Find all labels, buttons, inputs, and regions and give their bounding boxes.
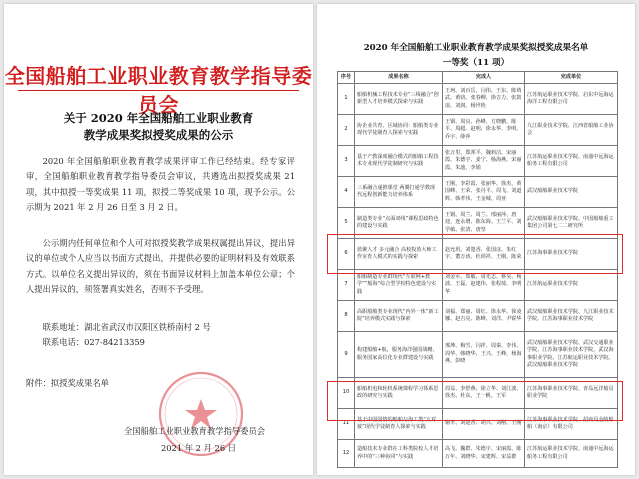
left-page: [4, 4, 313, 475]
cell-unit: 江苏航运职业技术学院: [525, 270, 618, 301]
header-unit: 完成单位: [525, 72, 618, 84]
cell-people: 张万里、郑邦平、魏莉洁、宋丽霞、朱德宇、姜宁、杨海燕、宋丽霞、朱迪、李娟: [443, 146, 525, 177]
cell-unit: 江苏航运职业技术学院、南通中远海运船务工程有限公司: [525, 146, 618, 177]
cell-people: 刘金军、郑敏、周光志、蔡昊、杨波、王磊、赵建伟、张程琦、李明华: [443, 270, 525, 301]
cell-unit: 武汉船舶职业技术学院: [525, 177, 618, 208]
cell-unit: 江苏海事职业技术学院、青岛远洋船员职业学院: [525, 378, 618, 409]
cell-name: 三系融合递推课堂 两翼打通学教现代远程创新能力培养体系: [355, 177, 443, 208]
cell-unit: 江苏航运职业技术学院、南通中远海运船务工程有限公司: [525, 440, 618, 468]
highlight-box-row-11: [327, 381, 623, 421]
cell-name: 基于产教深度融合模式的船舶工程技术专业现代学徒制研究与实践: [355, 146, 443, 177]
cell-people: 邢坤、梅雪、闫祥、周秦、李伟、周华、韩晓华、王兴、王峰、杨海燕、彭晓: [443, 332, 525, 378]
cell-unit: 武汉船舶职业技术学院、九江职业技术学院、江苏海事职业技术学院: [525, 301, 618, 332]
notice-title: [24, 110, 293, 144]
table-row: [338, 146, 618, 177]
cell-unit: 武汉船舶职业技术学院、武汉交通职业学院、江苏海事职业技术学院、武汉海事职业学院、江苏航运职业技术学院、武汉船舶职业技术学院: [525, 332, 618, 378]
cell-name: 蓝聚人才 多元融合 高校投放大师工作室育人模式的实践与探索: [355, 239, 443, 270]
highlight-box-row-6: [327, 234, 623, 274]
cell-unit: 九江职业技术学院、江西省船舶工业协会: [525, 115, 618, 146]
cell-people: 王珂、刘百岳、闫伟、王东、陈靖武、黄钧、张春柳、徐吉力、张鼓浪、刘润、杨世艳: [443, 84, 525, 115]
red-divider: [18, 90, 299, 91]
cell-people: 刘福、郑丽、周红、徐永华、徐凌娜、赵吉亮、陈峰、刘洋、尹锐华: [443, 301, 525, 332]
cell-name: 船舶机电和轮机系统课程学习体系思政的研究与实践: [355, 378, 443, 409]
header-no: 序号: [338, 72, 355, 84]
cell-name: 船舶机械工程技术专业“三线融合”创新型人才培养模式探索与实践: [355, 84, 443, 115]
cell-no: 2: [338, 115, 355, 146]
paragraph-1: 2020 年全国船舶职业教育教学成果评审工作已经结束。经专家评审，全国船舶职业教育教学指导委员会审议，共遴选出拟授奖成果 21 项，其中拟授一等奖成果 11 项，拟授二等奖成果 10 项，现予公示。公示期为 2021 年 2 月 26 日至 3 月 2 日。: [26, 156, 295, 213]
signature-date: 2021 年 2 月 26 日: [161, 443, 237, 453]
cell-people: 谢孝、刘楚香、胡兴、刘刚、王刚: [443, 409, 525, 440]
cell-unit: 江苏海事职业技术学院、招商局金陵船舶（南京）有限公司: [525, 409, 618, 440]
signature-org: 全国船舶工业职业教育教学指导委员会: [124, 426, 266, 436]
cell-no: 6: [338, 239, 355, 270]
cell-people: 王钢、周兰、周兰、邢丽萍、唐迎、连永增、陈东海、王兰平、刘学敏、张清、唐坚: [443, 208, 525, 239]
cell-name: 高职船舶类专业现代“内外一体”新工院“培养模式实践与探索: [355, 301, 443, 332]
table-row: [338, 84, 618, 115]
table-row: [338, 332, 618, 378]
cell-name: 船舶制造专业群现代“互联网+教学”“船海”综合型学校特色建设与实践: [355, 270, 443, 301]
cell-no: 12: [338, 440, 355, 468]
cell-people: 高飞、魏群、朱德宇、宋丽霞、陈万年、刘晓华、宋建辉、宋益群: [443, 440, 525, 468]
cell-name: 造船技术专业群在工科类院校人才培养中的“三种协同”与实践: [355, 440, 443, 468]
notice-title-line1: 关于 2020 年全国船舶工业职业教育: [63, 111, 254, 125]
cell-no: 11: [338, 409, 355, 440]
cell-no: 4: [338, 177, 355, 208]
cell-people: 王刚、李彩霞、张丽华、徐杰、黄国峰、王荣、张丹平、周飞、刘道辉、韩孝伟、王金城、周亚: [443, 177, 525, 208]
list-subtitle: 一等奖（11 项）: [442, 58, 510, 68]
table-header-row: [338, 72, 618, 84]
cell-no: 7: [338, 270, 355, 301]
attachment-line: 附件：拟授奖成果名单: [26, 378, 109, 388]
header-name: 成果名称: [355, 72, 443, 84]
right-page: [317, 4, 635, 475]
cell-people: 赵允玥、刘楚香、张国彦、朱红宇、董万涛、杜训祥、王刚、陈荣: [443, 239, 525, 270]
contact-phone: 联系电话：027-84213359: [42, 337, 145, 347]
table-row: [338, 115, 618, 146]
cell-unit: 武汉船舶职业技术学院、中国船舶重工集团公司第七二二研究所: [525, 208, 618, 239]
cell-name: 协企业共育、区域协同：船舶类专业现代学徒制育人探索与实践: [355, 115, 443, 146]
cell-no: 5: [338, 208, 355, 239]
paragraph-2: 公示期内任何单位和个人可对拟授奖教学成果权属提出异议，提出异议的单位或个人应当以书面方式提出，并提供必要的证明材料及有效联系方式。以单位名义提出异议的，须在书面异议材料上加盖本单位公章；个人提出异议的，须签署真实姓名，否则不予受理。: [26, 238, 295, 295]
table-row: [338, 270, 618, 301]
table-row: [338, 177, 618, 208]
cell-no: 1: [338, 84, 355, 115]
cell-people: 周益、李舒燕、徐立华、刘江波、徐杰、杜东、王一帆、王军: [443, 378, 525, 409]
cell-people: 王钢、周良、孙峰、方晓鹏、陈平、周超、赵明、徐永华、李明、乔宇、薛萍: [443, 115, 525, 146]
table-row: [338, 301, 618, 332]
list-title: 2020 年全国船舶工业职业教育教学成果奖拟授奖成果名单: [363, 43, 589, 53]
org-header: 全国船舶工业职业教育教学指导委员会: [4, 64, 313, 117]
cell-no: 8: [338, 301, 355, 332]
cell-no: 10: [338, 378, 355, 409]
contact-address: 联系地址：湖北省武汉市汉阳区铁桥南村 2 号: [42, 322, 211, 332]
cell-name: 构建船舶+航，服务海洋强国战略，服务国家高位化专业群建设与实践: [355, 332, 443, 378]
cell-name: 制造类专业“点面双线”课程思政特色的建设与实践: [355, 208, 443, 239]
cell-no: 3: [338, 146, 355, 177]
header-people: 完成人: [443, 72, 525, 84]
cell-unit: 江苏航运职业技术学院、启东中远海运海洋工程有限公司: [525, 84, 618, 115]
cell-unit: 江苏海事职业技术学院: [525, 239, 618, 270]
table-row: [338, 440, 618, 468]
cell-name: 基于中国国情的船舶与海工类“五对接”现代学徒制育人探索与实践: [355, 409, 443, 440]
notice-title-line2: 教学成果奖拟授奖成果的公示: [83, 128, 234, 142]
cell-no: 9: [338, 332, 355, 378]
